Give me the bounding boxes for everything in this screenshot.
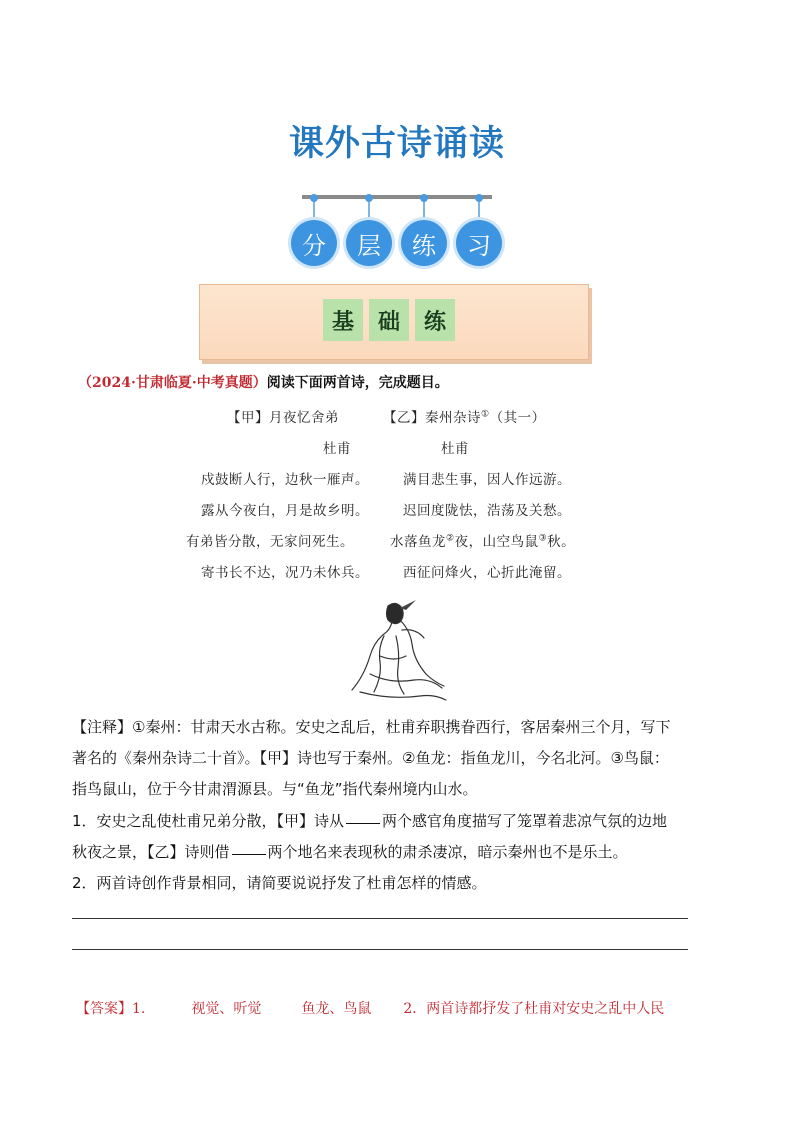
layer-circle-3: 练 [401, 220, 447, 266]
answer-2: 2．两首诗都抒发了杜甫对安史之乱中人民 [403, 1001, 665, 1017]
notes-line: 著名的《秦州杂诗二十首》。【甲】诗也写于秦州。②鱼龙：指鱼龙川，今名北河。③鸟鼠： [72, 749, 669, 767]
rail-pin [423, 197, 425, 221]
poem-a-line: 露从今夜白，月是故乡明。 [201, 503, 369, 519]
poem-b-title: 【乙】秦州杂诗①（其一） [383, 409, 546, 426]
layer-circle-2: 层 [346, 220, 392, 266]
poem-b-line: 迟回度陇怯，浩荡及关愁。 [403, 503, 571, 519]
question-intro [78, 372, 449, 392]
poem-a-author: 杜甫 [323, 441, 351, 457]
layer-circle-4: 习 [456, 220, 502, 266]
question-1-line-1: 1．安史之乱使杜甫兄弟分散，【甲】诗从 两个感官角度描写了笼罩着悲凉气氛的边地 [72, 812, 668, 830]
banner-char: 基 [323, 299, 363, 341]
question-instruction: 阅读下面两首诗，完成题目。 [266, 375, 449, 391]
poem-b-line: 西征问烽火，心折此淹留。 [403, 565, 571, 581]
section-banner-title [323, 299, 455, 341]
answer-blank[interactable] [232, 854, 266, 855]
poem-b-line: 满目悲生事，因人作远游。 [403, 472, 571, 488]
answer-section [76, 998, 664, 1018]
question-source: （2024·甘肃临夏·中考真题） [78, 375, 267, 391]
answer-line[interactable] [72, 918, 688, 919]
notes-line: 【注释】①秦州：甘肃天水古称。安史之乱后，杜甫弃职携眷西行，客居秦州三个月，写下 [72, 718, 671, 736]
banner-char: 础 [369, 299, 409, 341]
decorative-rail [302, 195, 492, 199]
rail-pin [313, 197, 315, 221]
du-fu-portrait-illustration [340, 596, 450, 704]
poem-a-line: 有弟皆分散，无家问死生。 [186, 534, 354, 550]
answer-1-part-2: 鱼龙、鸟鼠 [301, 1001, 372, 1017]
poem-b-author: 杜甫 [441, 441, 469, 457]
layer-circle-1: 分 [291, 220, 337, 266]
question-2: 2．两首诗创作背景相同，请简要说说抒发了杜甫怎样的情感。 [72, 874, 487, 892]
answer-1-part-1: 视觉、听觉 [191, 1001, 262, 1017]
poem-a-title: 【甲】月夜忆舍弟 [227, 410, 339, 426]
banner-char: 练 [415, 299, 455, 341]
rail-pin [478, 197, 480, 221]
page-title: 课外古诗诵读 [288, 124, 505, 164]
question-1-line-2: 秋夜之景，【乙】诗则借 两个地名来表现秋的肃杀凄凉，暗示秦州也不是乐土。 [72, 843, 628, 861]
answer-blank[interactable] [346, 823, 380, 824]
answer-label: 【答案】1. [76, 1001, 146, 1017]
notes-line: 指鸟鼠山，位于今甘肃渭源县。与“鱼龙”指代秦州境内山水。 [72, 780, 478, 798]
poem-a-line: 戍鼓断人行，边秋一雁声。 [201, 472, 369, 488]
poem-a-line: 寄书长不达，况乃未休兵。 [201, 565, 369, 581]
rail-pin [368, 197, 370, 221]
poem-b-line: 水落鱼龙②夜，山空鸟鼠③秋。 [390, 533, 576, 550]
answer-line[interactable] [72, 949, 688, 950]
